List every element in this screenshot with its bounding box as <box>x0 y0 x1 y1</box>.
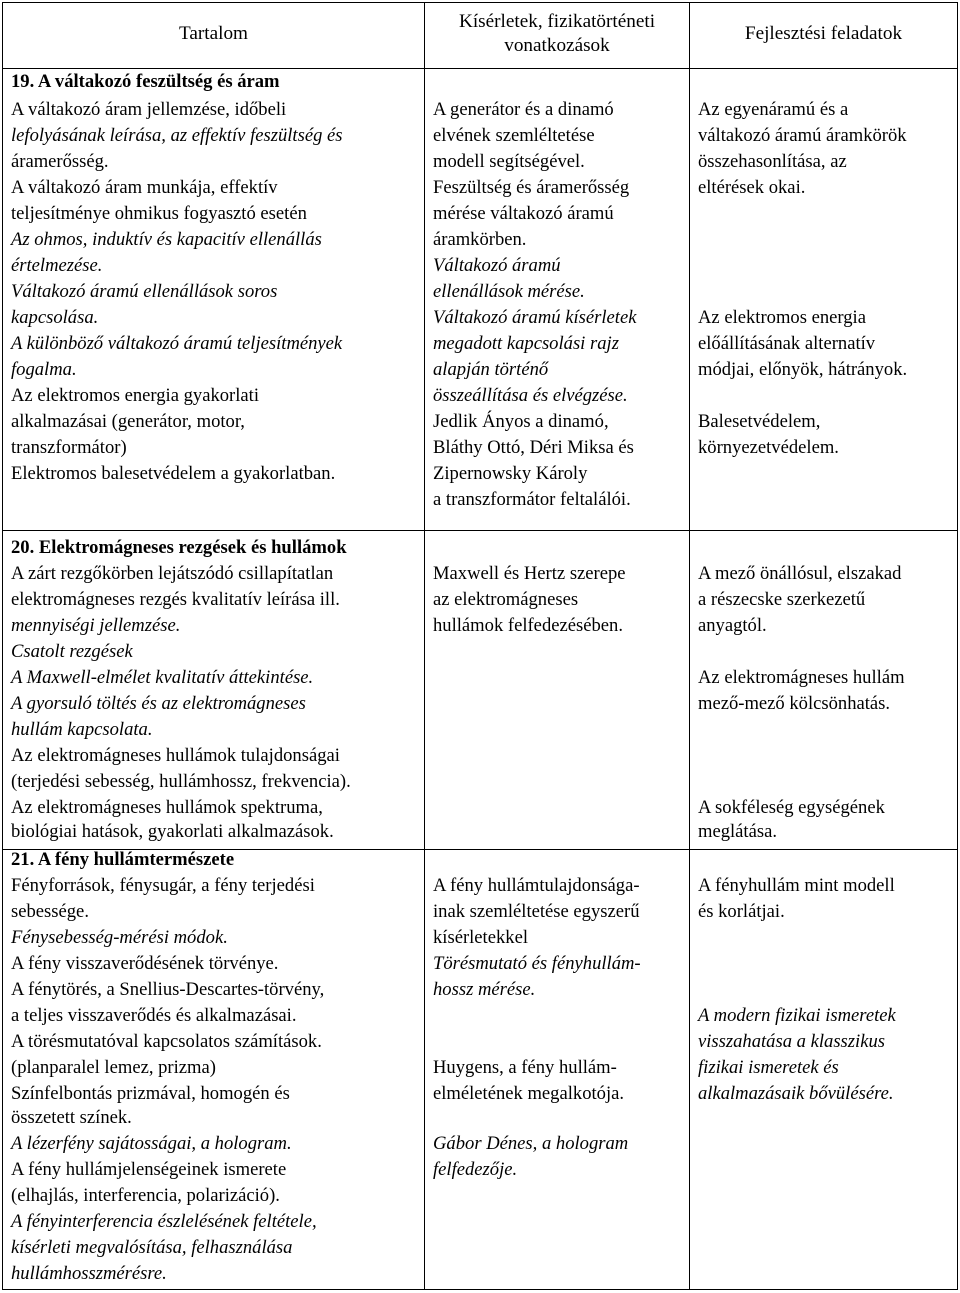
text-line: váltakozó áramú áramkörök <box>698 125 907 146</box>
text-line: hossz mérése. <box>433 979 536 1000</box>
text-line: A mező önállósul, elszakad <box>698 563 902 584</box>
text-line: Feszültség és áramerősség <box>433 177 630 198</box>
text-line: és korlátjai. <box>698 901 785 922</box>
text-line: alkalmazásaik bővülésére. <box>698 1083 894 1104</box>
text-line: kísérleti megvalósítása, felhasználása <box>11 1237 293 1258</box>
table-top-border <box>2 2 958 3</box>
text-line: Fénysebesség-mérési módok. <box>11 927 228 948</box>
text-line: a teljes visszaverődés és alkalmazásai. <box>11 1005 297 1026</box>
text-line: Maxwell és Hertz szerepe <box>433 563 626 584</box>
text-line: anyagtól. <box>698 615 767 636</box>
text-line: a részecske szerkezetű <box>698 589 866 610</box>
section-heading: 20. Elektromágneses rezgések és hullámok <box>11 537 347 558</box>
text-line: (elhajlás, interferencia, polarizáció). <box>11 1185 280 1206</box>
column-header-tartalom <box>3 22 424 46</box>
text-line: A fényinterferencia észlelésének feltétele, <box>11 1211 317 1232</box>
text-line: áramkörben. <box>433 229 527 250</box>
text-line: A modern fizikai ismeretek <box>698 1005 896 1026</box>
header-text-line2: vonatkozások <box>504 35 610 56</box>
text-line: ellenállások mérése. <box>433 281 585 302</box>
text-line: Fényforrások, fénysugár, a fény terjedési <box>11 875 315 896</box>
text-line: értelmezése. <box>11 255 103 276</box>
row-divider <box>2 530 958 531</box>
column-header-fejlesztesi <box>690 22 957 46</box>
text-line: Törésmutató és fényhullám- <box>433 953 641 974</box>
text-line: elméletének megalkotója. <box>433 1083 625 1104</box>
text-line: Az elektromágneses hullám <box>698 667 905 688</box>
section-heading: 21. A fény hullámtermészete <box>11 849 235 870</box>
text-line: Bláthy Ottó, Déri Miksa és <box>433 437 634 458</box>
text-line: Az egyenáramú és a <box>698 99 849 120</box>
text-line: A váltakozó áram jellemzése, időbeli <box>11 99 287 120</box>
text-line: (planparalel lemez, prizma) <box>11 1057 216 1078</box>
text-line: Csatolt rezgések <box>11 641 133 662</box>
header-text-line1: Kísérletek, fizikatörténeti <box>458 11 656 32</box>
text-line: A fény hullámtulajdonsága- <box>433 875 640 896</box>
text-line: lefolyásának leírása, az effektív feszültség és <box>11 125 343 146</box>
text-line: Váltakozó áramú <box>433 255 561 276</box>
text-line: Színfelbontás prizmával, homogén és <box>11 1083 290 1104</box>
text-line: a transzformátor feltalálói. <box>433 489 631 510</box>
column-header-kiserletek <box>425 10 689 58</box>
text-line: alapján történő <box>433 359 549 380</box>
text-line: elektromágneses rezgés kvalitatív leírása ill. <box>11 589 340 610</box>
text-line: A Maxwell-elmélet kvalitatív áttekintése. <box>11 667 314 688</box>
text-line: megadott kapcsolási rajz <box>433 333 619 354</box>
text-line: sebessége. <box>11 901 89 922</box>
text-line: Az elektromos energia gyakorlati <box>11 385 260 406</box>
text-line: fizikai ismeretek és <box>698 1057 839 1078</box>
text-line: meglátása. <box>698 821 777 842</box>
text-line: összeállítása és elvégzése. <box>433 385 628 406</box>
text-line: Huygens, a fény hullám- <box>433 1057 617 1078</box>
table-right-border <box>957 2 958 1290</box>
text-line: A fény hullámjelenségeinek ismerete <box>11 1159 287 1180</box>
text-line: visszahatása a klasszikus <box>698 1031 885 1052</box>
text-line: A gyorsuló töltés és az elektromágneses <box>11 693 306 714</box>
text-line: A zárt rezgőkörben lejátszódó csillapítatlan <box>11 563 334 584</box>
column-divider <box>424 2 425 1290</box>
text-line: modell segítségével. <box>433 151 585 172</box>
header-text: Fejlesztési feladatok <box>744 23 903 44</box>
text-line: A lézerfény sajátosságai, a hologram. <box>11 1133 292 1154</box>
text-line: Az elektromos energia <box>698 307 866 328</box>
section-heading: 19. A váltakozó feszültség és áram <box>11 71 280 92</box>
text-line: (terjedési sebesség, hullámhossz, frekvencia). <box>11 771 351 792</box>
column-divider <box>689 2 690 1290</box>
table-left-border <box>2 2 3 1290</box>
text-line: előállításának alternatív <box>698 333 876 354</box>
text-line: mérése váltakozó áramú <box>433 203 614 224</box>
text-line: Az elektromágneses hullámok spektruma, <box>11 797 323 818</box>
text-line: elvének szemléltetése <box>433 125 595 146</box>
text-line: eltérések okai. <box>698 177 806 198</box>
text-line: Zipernowsky Károly <box>433 463 588 484</box>
text-line: A generátor és a dinamó <box>433 99 614 120</box>
text-line: teljesítménye ohmikus fogyasztó esetén <box>11 203 307 224</box>
text-line: Az elektromágneses hullámok tulajdonságai <box>11 745 340 766</box>
text-line: összehasonlítása, az <box>698 151 847 172</box>
text-line: Jedlik Ányos a dinamó, <box>433 411 609 432</box>
text-line: A váltakozó áram munkája, effektív <box>11 177 278 198</box>
text-line: A fénytörés, a Snellius-Descartes-törvény, <box>11 979 325 1000</box>
text-line: áramerősség. <box>11 151 109 172</box>
text-line: mennyiségi jellemzése. <box>11 615 181 636</box>
text-line: A sokféleség egységének <box>698 797 885 818</box>
text-line: mező-mező kölcsönhatás. <box>698 693 891 714</box>
text-line: inak szemléltetése egyszerű <box>433 901 640 922</box>
text-line: hullám kapcsolata. <box>11 719 153 740</box>
text-line: biológiai hatások, gyakorlati alkalmazások. <box>11 821 334 842</box>
text-line: kapcsolása. <box>11 307 99 328</box>
text-line: A törésmutatóval kapcsolatos számítások. <box>11 1031 322 1052</box>
text-line: felfedezője. <box>433 1159 518 1180</box>
header-text: Tartalom <box>179 23 248 44</box>
text-line: Váltakozó áramú kísérletek <box>433 307 637 328</box>
text-line: Elektromos balesetvédelem a gyakorlatban. <box>11 463 336 484</box>
text-line: alkalmazásai (generátor, motor, <box>11 411 245 432</box>
text-line: fogalma. <box>11 359 77 380</box>
text-line: transzformátor) <box>11 437 127 458</box>
table-bottom-border <box>2 1289 958 1290</box>
text-line: A fény visszaverődésének törvénye. <box>11 953 279 974</box>
text-line: környezetvédelem. <box>698 437 839 458</box>
text-line: Balesetvédelem, <box>698 411 821 432</box>
text-line: A különböző váltakozó áramú teljesítmények <box>11 333 343 354</box>
text-line: Gábor Dénes, a hologram <box>433 1133 629 1154</box>
text-line: Az ohmos, induktív és kapacitív ellenállás <box>11 229 322 250</box>
text-line: az elektromágneses <box>433 589 579 610</box>
text-line: Váltakozó áramú ellenállások soros <box>11 281 278 302</box>
text-line: hullámhosszmérésre. <box>11 1263 167 1284</box>
text-line: hullámok felfedezésében. <box>433 615 623 636</box>
text-line: A fényhullám mint modell <box>698 875 895 896</box>
text-line: kísérletekkel <box>433 927 528 948</box>
text-line: összetett színek. <box>11 1107 132 1128</box>
text-line: módjai, előnyök, hátrányok. <box>698 359 908 380</box>
